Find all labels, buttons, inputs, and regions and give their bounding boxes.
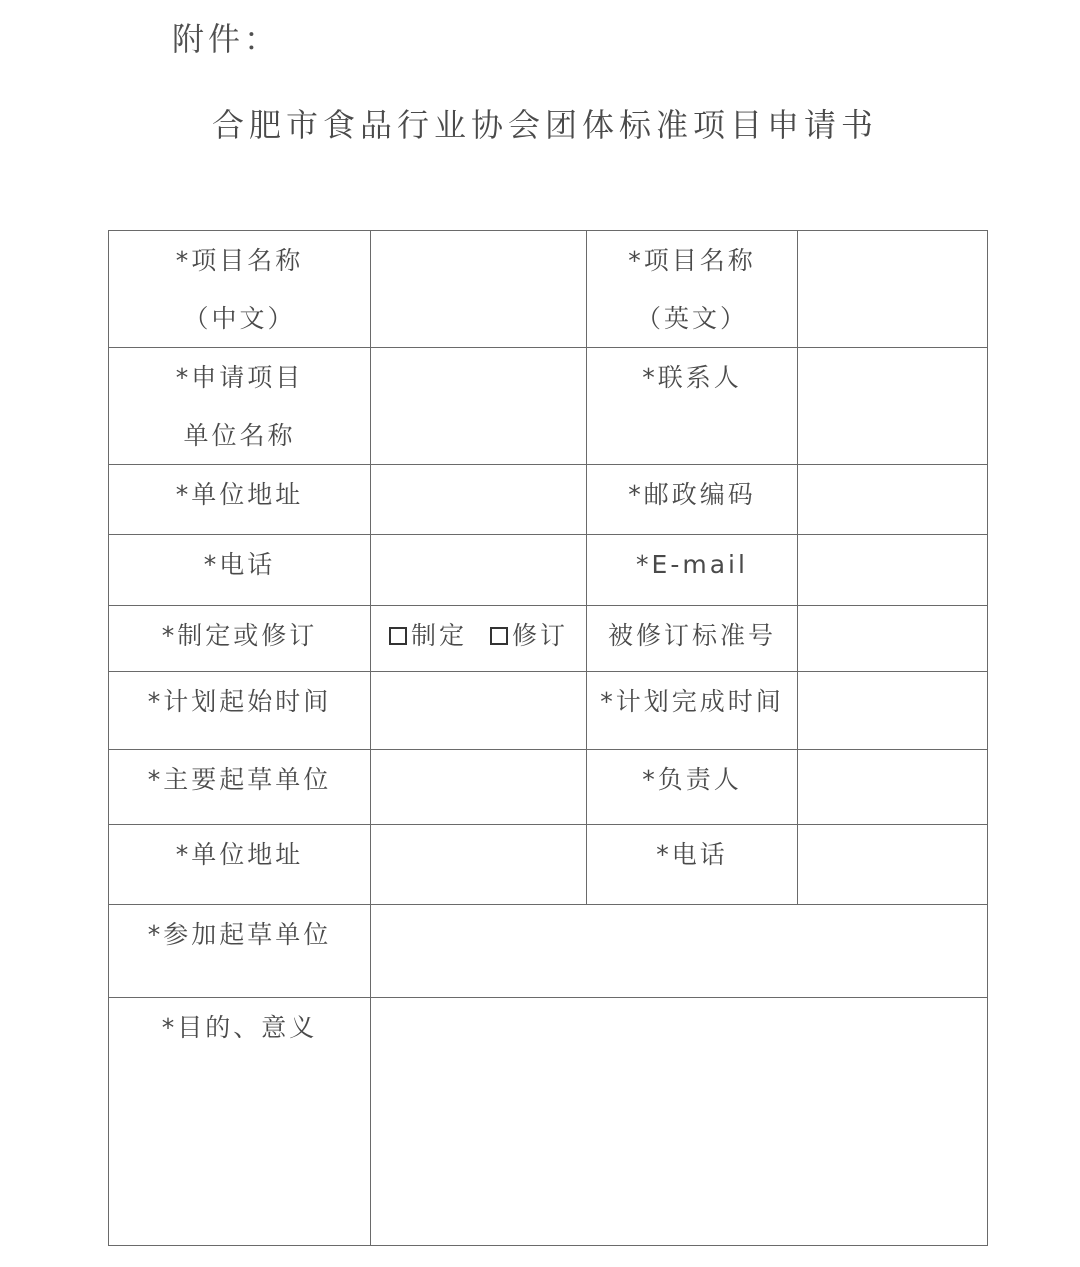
page-title: 合肥市食品行业协会团体标准项目申请书 [211, 106, 878, 144]
form-row-purpose [109, 998, 988, 1246]
attachment-label: 附件： [172, 20, 281, 58]
label-email-text: *E-mail [636, 550, 748, 579]
label-drafter-phone-text: *电话 [656, 840, 728, 869]
label-purpose [109, 998, 371, 1246]
label-draft-or-revise-text: *制定或修订 [161, 621, 318, 650]
label-drafter-phone [587, 825, 798, 905]
label-drafter-address-text: *单位地址 [175, 840, 304, 869]
label-applicant-unit-line2: 单位名称 [183, 421, 296, 450]
field-revised-standard-no[interactable] [798, 606, 988, 672]
field-email[interactable] [798, 535, 988, 606]
label-postal-code [587, 465, 798, 535]
option-draft[interactable] [389, 606, 467, 664]
label-revised-standard-no [587, 606, 798, 672]
option-revise[interactable] [490, 606, 568, 664]
label-contact-person-text: *联系人 [642, 363, 742, 392]
label-unit-address [109, 465, 371, 535]
form-row-draft-or-revise [109, 606, 988, 672]
form-row-unit-address [109, 465, 988, 535]
label-applicant-unit-line1: *申请项目 [175, 363, 304, 392]
form-row-participating-units [109, 905, 988, 998]
label-purpose-text: *目的、意义 [161, 1013, 318, 1042]
field-phone[interactable] [371, 535, 587, 606]
field-purpose[interactable] [371, 998, 988, 1246]
label-phone [109, 535, 371, 606]
field-drafter-phone[interactable] [798, 825, 988, 905]
field-person-in-charge[interactable] [798, 750, 988, 825]
field-participating-units[interactable] [371, 905, 988, 998]
label-draft-or-revise [109, 606, 371, 672]
label-phone-text: *电话 [203, 550, 276, 579]
field-contact-person[interactable] [798, 348, 988, 465]
checkbox-icon[interactable] [490, 627, 508, 645]
form-row-main-drafter [109, 750, 988, 825]
field-main-drafter[interactable] [371, 750, 587, 825]
field-drafter-address[interactable] [371, 825, 587, 905]
draft-or-revise-options [371, 606, 587, 672]
label-participating-units-text: *参加起草单位 [147, 920, 332, 949]
form-row-applicant-unit [109, 348, 988, 465]
label-plan-finish [587, 672, 798, 750]
label-main-drafter [109, 750, 371, 825]
field-unit-address[interactable] [371, 465, 587, 535]
option-revise-label: 修订 [511, 621, 568, 650]
option-draft-label: 制定 [411, 621, 468, 650]
label-project-name-en-line1: *项目名称 [628, 246, 756, 275]
field-project-name-cn[interactable] [371, 231, 587, 348]
label-contact-person [587, 348, 798, 465]
label-participating-units [109, 905, 371, 998]
label-email [587, 535, 798, 606]
label-revised-standard-no-text: 被修订标准号 [607, 621, 776, 650]
field-postal-code[interactable] [798, 465, 988, 535]
field-project-name-en[interactable] [798, 231, 988, 348]
label-postal-code-text: *邮政编码 [628, 480, 756, 509]
label-applicant-unit [109, 348, 371, 465]
form-row-project-name [109, 231, 988, 348]
label-drafter-address [109, 825, 371, 905]
label-project-name-cn-line1: *项目名称 [175, 246, 304, 275]
label-plan-finish-text: *计划完成时间 [600, 687, 784, 716]
label-project-name-cn-line2: （中文） [183, 304, 296, 333]
label-project-name-en-line2: （英文） [635, 304, 748, 333]
application-form-table [108, 230, 988, 1246]
label-person-in-charge-text: *负责人 [642, 765, 742, 794]
label-plan-start-text: *计划起始时间 [147, 687, 332, 716]
label-main-drafter-text: *主要起草单位 [147, 765, 332, 794]
form-row-phone [109, 535, 988, 606]
label-plan-start [109, 672, 371, 750]
field-plan-start[interactable] [371, 672, 587, 750]
field-plan-finish[interactable] [798, 672, 988, 750]
label-person-in-charge [587, 750, 798, 825]
form-row-plan-time [109, 672, 988, 750]
label-project-name-en [587, 231, 798, 348]
form-row-drafter-address [109, 825, 988, 905]
label-project-name-cn [109, 231, 371, 348]
field-applicant-unit[interactable] [371, 348, 587, 465]
checkbox-icon[interactable] [389, 627, 407, 645]
label-unit-address-text: *单位地址 [175, 480, 304, 509]
